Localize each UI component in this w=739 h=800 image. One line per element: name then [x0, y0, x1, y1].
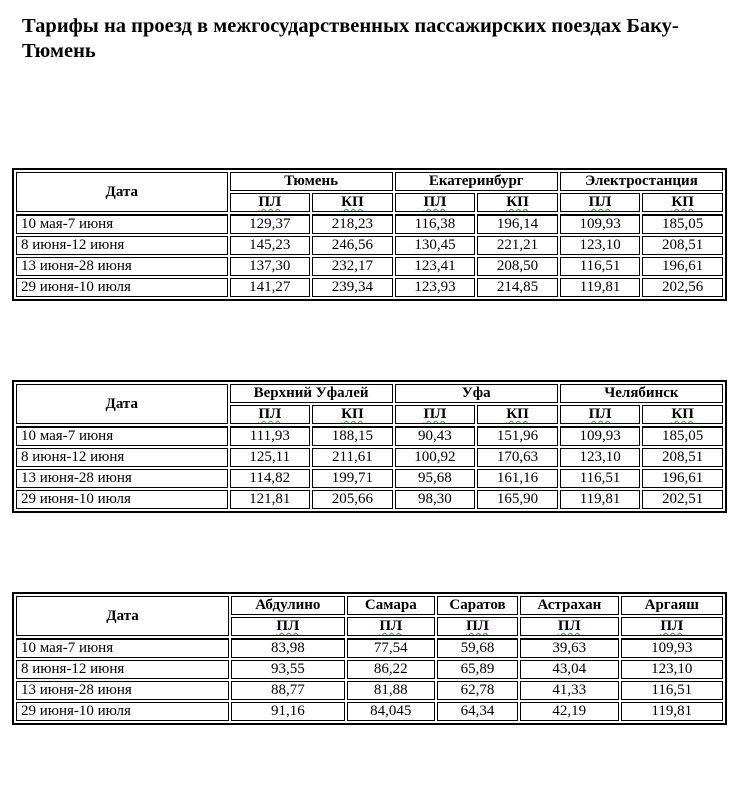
date-cell: 8 июня-12 июня	[16, 660, 229, 679]
fare-type-header: ПЛ	[347, 617, 435, 636]
fare-type-header: КП	[312, 193, 393, 212]
table-row	[16, 257, 723, 276]
table-row	[16, 214, 723, 234]
fare-cell: 93,55	[231, 660, 345, 679]
station-header: Верхний Уфалей	[230, 384, 393, 403]
fare-cell: 88,77	[231, 681, 345, 700]
table-row	[16, 681, 723, 700]
fare-cell: 109,93	[621, 638, 724, 658]
fare-type-header: ПЛ	[560, 193, 641, 212]
station-header: Аргаяш	[621, 596, 724, 615]
fare-type-header: ПЛ	[230, 405, 311, 424]
fare-cell: 205,66	[312, 490, 393, 509]
fare-type-header: ПЛ	[231, 617, 345, 636]
fare-cell: 43,04	[520, 660, 618, 679]
fare-cell: 109,93	[560, 214, 641, 234]
fare-cell: 221,21	[477, 236, 558, 255]
fare-cell: 81,88	[347, 681, 435, 700]
fare-cell: 100,92	[395, 448, 476, 467]
fare-cell: 84,045	[347, 702, 435, 721]
fare-cell: 123,93	[395, 278, 476, 297]
fare-cell: 123,41	[395, 257, 476, 276]
table-row	[16, 278, 723, 297]
fare-cell: 170,63	[477, 448, 558, 467]
fare-type-header: ПЛ	[560, 405, 641, 424]
fare-cell: 202,51	[642, 490, 723, 509]
fare-table-2	[12, 380, 727, 513]
fare-cell: 98,30	[395, 490, 476, 509]
fare-type-header: ПЛ	[520, 617, 618, 636]
fare-cell: 41,33	[520, 681, 618, 700]
date-header: Дата	[16, 596, 229, 636]
fare-cell: 208,51	[642, 236, 723, 255]
fare-cell: 196,61	[642, 469, 723, 488]
fare-cell: 199,71	[312, 469, 393, 488]
fare-cell: 39,63	[520, 638, 618, 658]
station-header: Астрахан	[520, 596, 618, 615]
table-row	[16, 426, 723, 446]
fare-cell: 42,19	[520, 702, 618, 721]
fare-cell: 196,14	[477, 214, 558, 234]
table-row	[16, 660, 723, 679]
fare-cell: 114,82	[230, 469, 311, 488]
station-header: Екатеринбург	[395, 172, 558, 191]
fare-cell: 208,51	[642, 448, 723, 467]
fare-type-header: ПЛ	[395, 193, 476, 212]
fare-type-header: ПЛ	[621, 617, 724, 636]
fare-type-header: ПЛ	[395, 405, 476, 424]
fare-type-header: КП	[477, 405, 558, 424]
fare-cell: 202,56	[642, 278, 723, 297]
fare-cell: 116,51	[560, 469, 641, 488]
fare-cell: 211,61	[312, 448, 393, 467]
fare-cell: 119,81	[560, 278, 641, 297]
fare-cell: 123,10	[560, 236, 641, 255]
station-header: Абдулино	[231, 596, 345, 615]
fare-cell: 141,27	[230, 278, 311, 297]
fare-cell: 121,81	[230, 490, 311, 509]
page-title: Тарифы на проезд в межгосударственных пассажирских поездах Баку-Тюмень	[22, 15, 679, 62]
table-row	[16, 236, 723, 255]
fare-cell: 123,10	[560, 448, 641, 467]
fare-table-1	[12, 168, 727, 301]
fare-cell: 130,45	[395, 236, 476, 255]
table-row	[16, 448, 723, 467]
fare-cell: 129,37	[230, 214, 311, 234]
station-header: Тюмень	[230, 172, 393, 191]
fare-cell: 188,15	[312, 426, 393, 446]
fare-cell: 111,93	[230, 426, 311, 446]
fare-table-3	[12, 592, 727, 725]
fare-cell: 119,81	[560, 490, 641, 509]
date-cell: 8 июня-12 июня	[16, 448, 228, 467]
fare-cell: 137,30	[230, 257, 311, 276]
station-header: Электростанция	[560, 172, 723, 191]
table-row	[16, 702, 723, 721]
fare-cell: 62,78	[437, 681, 518, 700]
station-header: Челябинск	[560, 384, 723, 403]
fare-type-header: ПЛ	[230, 193, 311, 212]
date-cell: 10 мая-7 июня	[16, 638, 229, 658]
fare-cell: 151,96	[477, 426, 558, 446]
fare-cell: 91,16	[231, 702, 345, 721]
fare-cell: 86,22	[347, 660, 435, 679]
fare-cell: 90,43	[395, 426, 476, 446]
fare-cell: 208,50	[477, 257, 558, 276]
date-cell: 29 июня-10 июля	[16, 702, 229, 721]
fare-cell: 145,23	[230, 236, 311, 255]
fare-cell: 109,93	[560, 426, 641, 446]
fare-cell: 116,51	[560, 257, 641, 276]
date-cell: 13 июня-28 июня	[16, 257, 228, 276]
fare-cell: 214,85	[477, 278, 558, 297]
fare-type-header: КП	[312, 405, 393, 424]
date-cell: 13 июня-28 июня	[16, 681, 229, 700]
fare-cell: 65,89	[437, 660, 518, 679]
station-header: Уфа	[395, 384, 558, 403]
station-header: Самара	[347, 596, 435, 615]
date-cell: 10 мая-7 июня	[16, 426, 228, 446]
fare-cell: 232,17	[312, 257, 393, 276]
fare-type-header: КП	[642, 405, 723, 424]
date-cell: 8 июня-12 июня	[16, 236, 228, 255]
fare-cell: 95,68	[395, 469, 476, 488]
table-row	[16, 469, 723, 488]
fare-cell: 83,98	[231, 638, 345, 658]
fare-type-header: ПЛ	[437, 617, 518, 636]
date-header: Дата	[16, 172, 228, 212]
fare-cell: 77,54	[347, 638, 435, 658]
date-cell: 29 июня-10 июля	[16, 490, 228, 509]
fare-cell: 196,61	[642, 257, 723, 276]
fare-cell: 185,05	[642, 426, 723, 446]
fare-type-header: КП	[642, 193, 723, 212]
fare-cell: 185,05	[642, 214, 723, 234]
fare-cell: 59,68	[437, 638, 518, 658]
fare-cell: 125,11	[230, 448, 311, 467]
station-header: Саратов	[437, 596, 518, 615]
fare-cell: 239,34	[312, 278, 393, 297]
fare-cell: 161,16	[477, 469, 558, 488]
fare-cell: 119,81	[621, 702, 724, 721]
fare-type-header: КП	[477, 193, 558, 212]
fare-cell: 116,51	[621, 681, 724, 700]
table-row	[16, 638, 723, 658]
date-cell: 29 июня-10 июля	[16, 278, 228, 297]
date-header: Дата	[16, 384, 228, 424]
date-cell: 10 мая-7 июня	[16, 214, 228, 234]
fare-cell: 218,23	[312, 214, 393, 234]
fare-cell: 246,56	[312, 236, 393, 255]
fare-cell: 116,38	[395, 214, 476, 234]
fare-cell: 165,90	[477, 490, 558, 509]
fare-cell: 64,34	[437, 702, 518, 721]
fare-cell: 123,10	[621, 660, 724, 679]
date-cell: 13 июня-28 июня	[16, 469, 228, 488]
table-row	[16, 490, 723, 509]
